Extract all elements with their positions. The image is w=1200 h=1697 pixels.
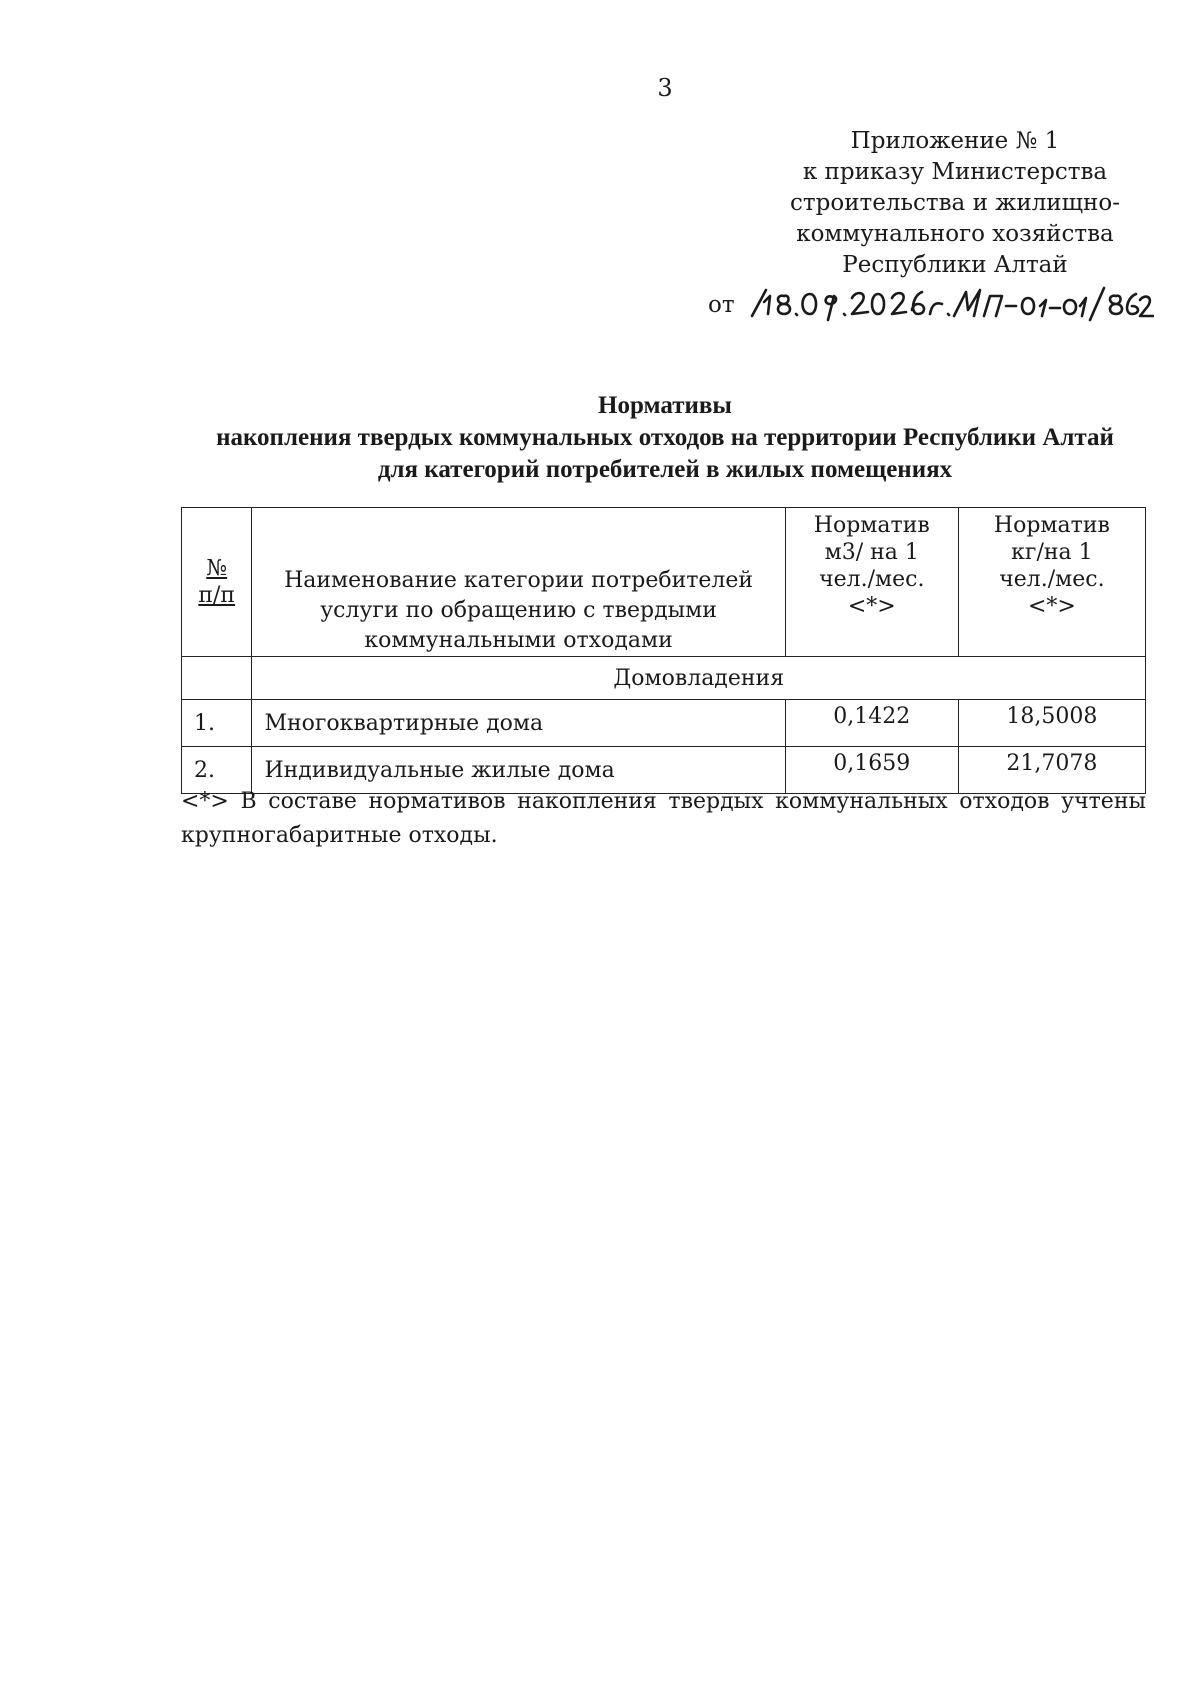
appendix-line: к приказу Министерства <box>802 159 1108 185</box>
appendix-line: строительства и жилищно- <box>790 190 1120 216</box>
header-norm-m3 <box>785 508 958 657</box>
page-number: 3 <box>657 74 673 102</box>
group-empty-cell <box>182 657 252 700</box>
table-header-row <box>182 508 1146 657</box>
header-number-symbol: № <box>206 556 228 581</box>
row-norm-kg: 21,7078 <box>958 747 1145 794</box>
header-m3-line: чел./мес. <box>819 567 925 592</box>
header-kg-line: <*> <box>1027 594 1076 619</box>
header-m3-line: <*> <box>847 594 896 619</box>
header-category-name: Наименование категории потребителей услуги по обращению с твердыми коммунальными отходами <box>252 508 785 657</box>
header-kg-line: кг/на 1 <box>1011 540 1093 565</box>
header-number <box>182 508 252 657</box>
header-norm-kg <box>958 508 1145 657</box>
handwriting-signature-image <box>744 280 1154 324</box>
header-kg-line: Норматив <box>993 513 1110 538</box>
row-number: 1. <box>182 700 252 747</box>
row-category: Индивидуальные жилые дома <box>252 747 785 794</box>
header-kg-line: чел./мес. <box>999 567 1105 592</box>
title-line-3: для категорий потребителей в жилых помещениях <box>377 456 953 483</box>
norms-table <box>181 507 1146 794</box>
row-norm-m3: 0,1659 <box>785 747 958 794</box>
group-label: Домовладения <box>252 657 1146 700</box>
footnote: <*> В составе нормативов накопления твердых коммунальных отходов учтены крупногабаритные отходы. <box>181 789 1146 848</box>
header-number-abbr: п/п <box>198 583 236 608</box>
row-category: Многоквартирные дома <box>252 700 785 747</box>
handwritten-order-text <box>744 324 745 325</box>
appendix-block <box>780 126 1130 281</box>
header-m3-line: Норматив <box>813 513 930 538</box>
row-norm-m3: 0,1422 <box>785 700 958 747</box>
header-m3-line: м3/ на 1 <box>824 540 919 565</box>
document-title <box>160 390 1170 486</box>
appendix-line: Приложение № 1 <box>850 128 1060 154</box>
order-prefix: от <box>708 292 735 318</box>
row-number: 2. <box>182 747 252 794</box>
table-row <box>182 700 1146 747</box>
title-line-2: накопления твердых коммунальных отходов на территории Республики Алтай <box>216 424 1114 451</box>
row-norm-kg: 18,5008 <box>958 700 1145 747</box>
appendix-line: Республики Алтай <box>842 252 1068 278</box>
handwritten-order-number <box>744 280 1154 324</box>
title-line-1: Нормативы <box>598 392 732 419</box>
table-group-row <box>182 657 1146 700</box>
appendix-line: коммунального хозяйства <box>796 221 1114 247</box>
